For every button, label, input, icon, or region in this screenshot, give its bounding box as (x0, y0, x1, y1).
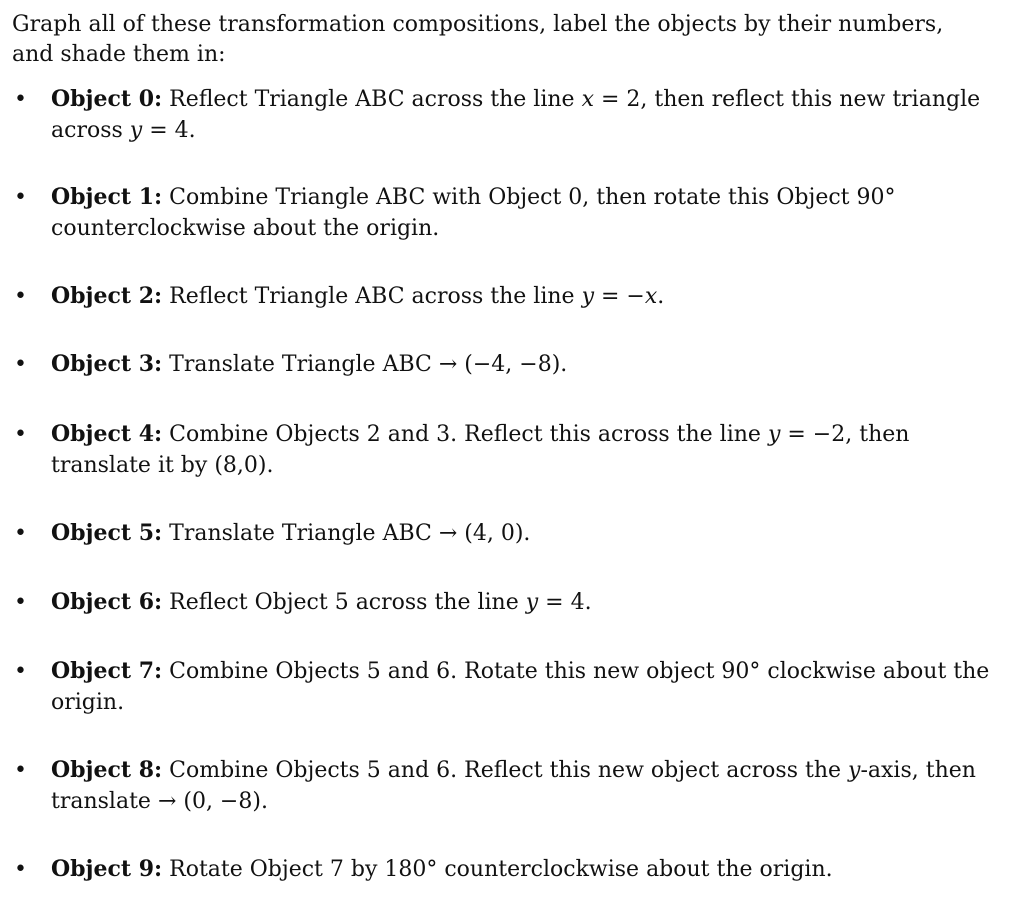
bullet-icon: • (14, 284, 27, 309)
object-label: Object 9: (51, 856, 163, 882)
description-text: Combine Objects 5 and 6. Reflect this new object across the (162, 758, 849, 783)
list-item-object-7 (12, 656, 1012, 718)
bullet-icon: • (14, 521, 27, 546)
object-list (12, 84, 1012, 885)
description-text: . (657, 284, 665, 309)
object-label: Object 7: (51, 658, 163, 684)
object-label: Object 4: (51, 421, 163, 447)
list-item-object-5 (12, 518, 1012, 549)
description-text: = 2, then reflect this new triangle across (51, 87, 981, 143)
list-item-object-1 (12, 182, 1012, 244)
list-item-object-3 (12, 349, 1012, 380)
description-text: Combine Objects 5 and 6. Rotate this new object 90° clockwise about the origin. (51, 659, 990, 715)
description-text: = 4. (538, 590, 592, 615)
instructions-text: Graph all of these transformation compositions, label the objects by their numbers, and shade them in: (12, 12, 944, 67)
bullet-icon: • (14, 185, 27, 210)
bullet-icon: • (14, 857, 27, 882)
bullet-icon: • (14, 758, 27, 783)
math-variable: y (525, 590, 539, 615)
list-item-object-2 (12, 281, 1012, 312)
bullet-icon: • (14, 590, 27, 615)
object-label: Object 3: (51, 351, 163, 377)
math-variable: y (581, 284, 595, 309)
description-text: = 4. (142, 118, 196, 143)
list-item-object-6 (12, 587, 1012, 618)
list-item-object-4 (12, 419, 1012, 481)
object-label: Object 5: (51, 520, 163, 546)
bullet-icon: • (14, 87, 27, 112)
object-label: Object 6: (51, 589, 163, 615)
description-text: = − (594, 284, 645, 309)
description-text: Combine Objects 2 and 3. Reflect this across the line (162, 422, 768, 447)
object-label: Object 2: (51, 283, 163, 309)
bullet-icon: • (14, 422, 27, 447)
description-text: Reflect Triangle ABC across the line (162, 87, 582, 112)
list-item-object-0 (12, 84, 1012, 146)
object-label: Object 1: (51, 184, 163, 210)
description-text: Translate Triangle ABC → (4, 0). (162, 521, 531, 546)
math-variable: y (767, 422, 781, 447)
description-text: Translate Triangle ABC → (−4, −8). (162, 352, 568, 377)
list-item-object-8 (12, 755, 1012, 817)
list-item-object-9 (12, 854, 1012, 885)
object-label: Object 0: (51, 86, 163, 112)
bullet-icon: • (14, 659, 27, 684)
object-label: Object 8: (51, 757, 163, 783)
math-variable: y (848, 758, 861, 783)
math-variable: x (644, 284, 658, 309)
description-text: Reflect Object 5 across the line (162, 590, 526, 615)
math-variable: y (129, 118, 143, 143)
bullet-icon: • (14, 352, 27, 377)
description-text: Combine Triangle ABC with Object 0, then rotate this Object 90° counterclockwise about the origin. (51, 185, 896, 241)
math-variable: x (581, 87, 594, 112)
description-text: = −2, then translate it by (8,0). (51, 422, 910, 478)
description-text: Rotate Object 7 by 180° counterclockwise about the origin. (162, 857, 833, 882)
description-text: -axis, then translate → (0, −8). (51, 758, 976, 814)
description-text: Reflect Triangle ABC across the line (162, 284, 582, 309)
